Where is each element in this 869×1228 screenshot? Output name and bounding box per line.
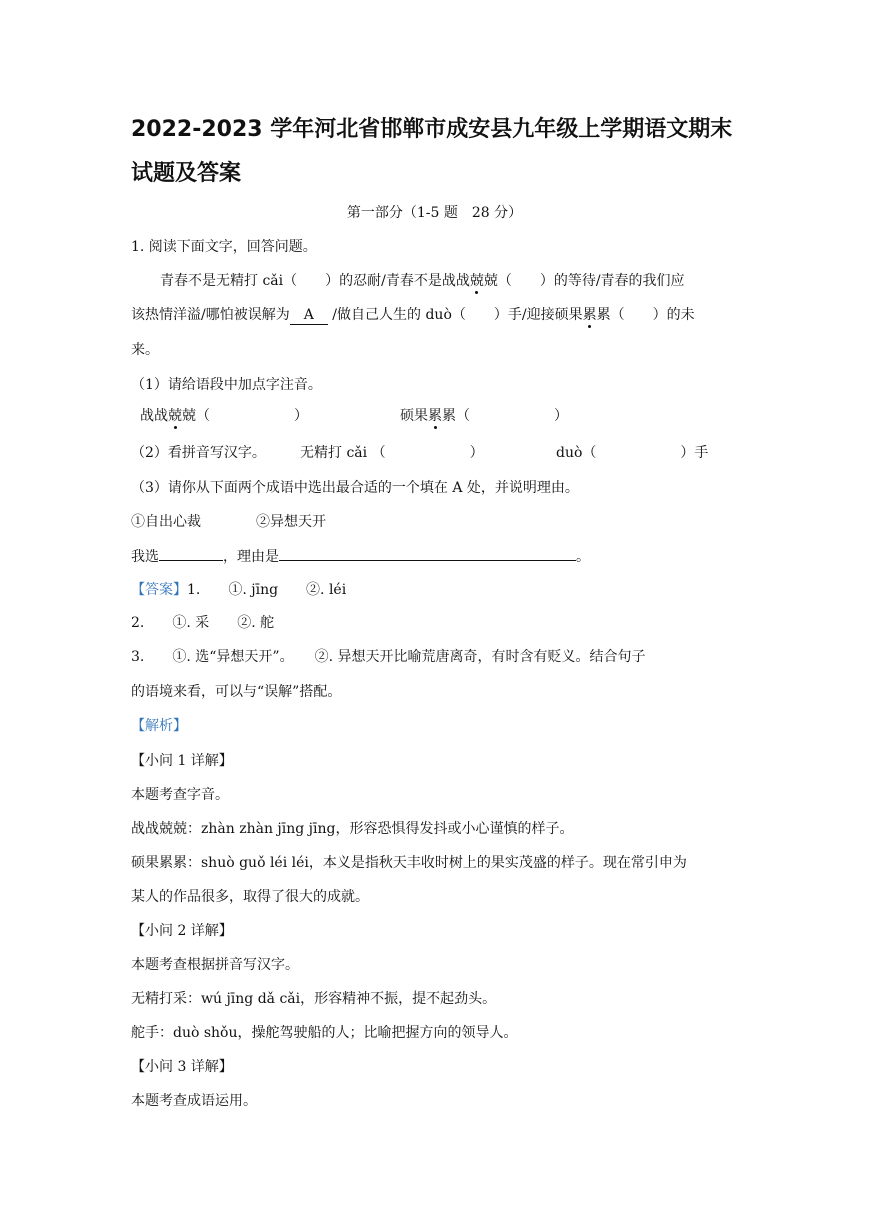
section-heading: 第一部分（1-5 题 28 分） xyxy=(346,205,523,221)
option-2: ②异想天开 xyxy=(256,514,326,530)
subquestion-1: （1）请给语段中加点字注音。 xyxy=(131,377,322,393)
passage-text: 累（ ）的未 xyxy=(596,307,695,323)
answer-line-3: 3. ①. 选“异想天开”。 ②. 异想天开比喻荒唐离奇，有时含有贬义。结合句子 xyxy=(131,649,646,665)
item-text: 战战 xyxy=(140,408,168,424)
passage-line-2 xyxy=(131,306,695,325)
option-1: ①自出心裁 xyxy=(131,514,201,530)
doc-title-line2: 试题及答案 xyxy=(131,161,242,186)
blank-a: A xyxy=(289,307,328,323)
analysis-text: 本题考查根据拼音写汉字。 xyxy=(131,957,299,973)
item-text: 硕果 xyxy=(400,408,428,424)
passage-text: 兢（ ）的等待/青春的我们应 xyxy=(483,273,685,289)
subquestion-1-item-a xyxy=(140,407,308,425)
item-text: 兢（ ） xyxy=(182,408,308,424)
dotted-char: 兢 xyxy=(469,273,484,289)
answer-text: 1. ①. jīng ②. léi xyxy=(187,582,347,598)
analysis-text: 战战兢兢：zhàn zhàn jīng jīng，形容恐惧得发抖或小心谨慎的样子。 xyxy=(131,821,574,837)
passage-text: 青春不是无精打 cǎi（ ）的忍耐/青春不是战战 xyxy=(160,273,470,289)
fill-text: 。 xyxy=(576,549,590,565)
dotted-char: 累 xyxy=(582,307,597,323)
subquestion-2-item-2: duò（ ）手 xyxy=(556,445,709,461)
subquestion-2-item-1: 无精打 cǎi （ ） xyxy=(300,445,484,461)
passage-line-3: 来。 xyxy=(131,342,159,358)
analysis-text: 本题考查成语运用。 xyxy=(131,1093,257,1109)
fill-text: 我选 xyxy=(131,549,159,565)
analysis-text: 某人的作品很多，取得了很大的成就。 xyxy=(131,889,369,905)
fill-text: ，理由是 xyxy=(223,549,279,565)
dotted-char: 兢 xyxy=(168,408,182,424)
analysis-heading-1: 【小问 1 详解】 xyxy=(131,753,233,769)
fill-line xyxy=(131,546,590,566)
passage-line-1 xyxy=(160,272,685,290)
subquestion-1-item-b xyxy=(400,407,568,425)
fill-blank-choice xyxy=(159,546,223,561)
answer-line-2: 2. ①. 采 ②. 舵 xyxy=(131,615,275,631)
passage-text: 该热情洋溢/哪怕被误解为 xyxy=(131,307,290,323)
question-1-prompt: 1. 阅读下面文字，回答问题。 xyxy=(131,239,317,255)
analysis-tag: 【解析】 xyxy=(131,718,187,734)
answer-line-4: 的语境来看，可以与“误解”搭配。 xyxy=(131,684,342,700)
analysis-text: 硕果累累：shuò guǒ léi léi，本义是指秋天丰收时树上的果实茂盛的样子。现在常引申为 xyxy=(131,855,687,871)
subquestion-2-label: （2）看拼音写汉字。 xyxy=(131,445,266,461)
answer-line-1 xyxy=(131,581,346,599)
analysis-text: 无精打采：wú jīng dǎ cǎi，形容精神不振，提不起劲头。 xyxy=(131,991,497,1007)
passage-text: /做自己人生的 duò（ ）手/迎接硕果 xyxy=(327,307,583,323)
analysis-text: 本题考查字音。 xyxy=(131,787,229,803)
dotted-char: 累 xyxy=(428,408,442,424)
doc-title-line1: 2022-2023 学年河北省邯郸市成安县九年级上学期语文期末 xyxy=(131,117,733,142)
analysis-heading-2: 【小问 2 详解】 xyxy=(131,923,233,939)
subquestion-3: （3）请你从下面两个成语中选出最合适的一个填在 A 处，并说明理由。 xyxy=(131,480,579,496)
fill-blank-reason xyxy=(279,546,576,561)
item-text: 累（ ） xyxy=(442,408,568,424)
analysis-text: 舵手：duò shǒu，操舵驾驶船的人；比喻把握方向的领导人。 xyxy=(131,1025,518,1041)
analysis-heading-3: 【小问 3 详解】 xyxy=(131,1059,233,1075)
answer-tag: 【答案】 xyxy=(131,582,187,598)
